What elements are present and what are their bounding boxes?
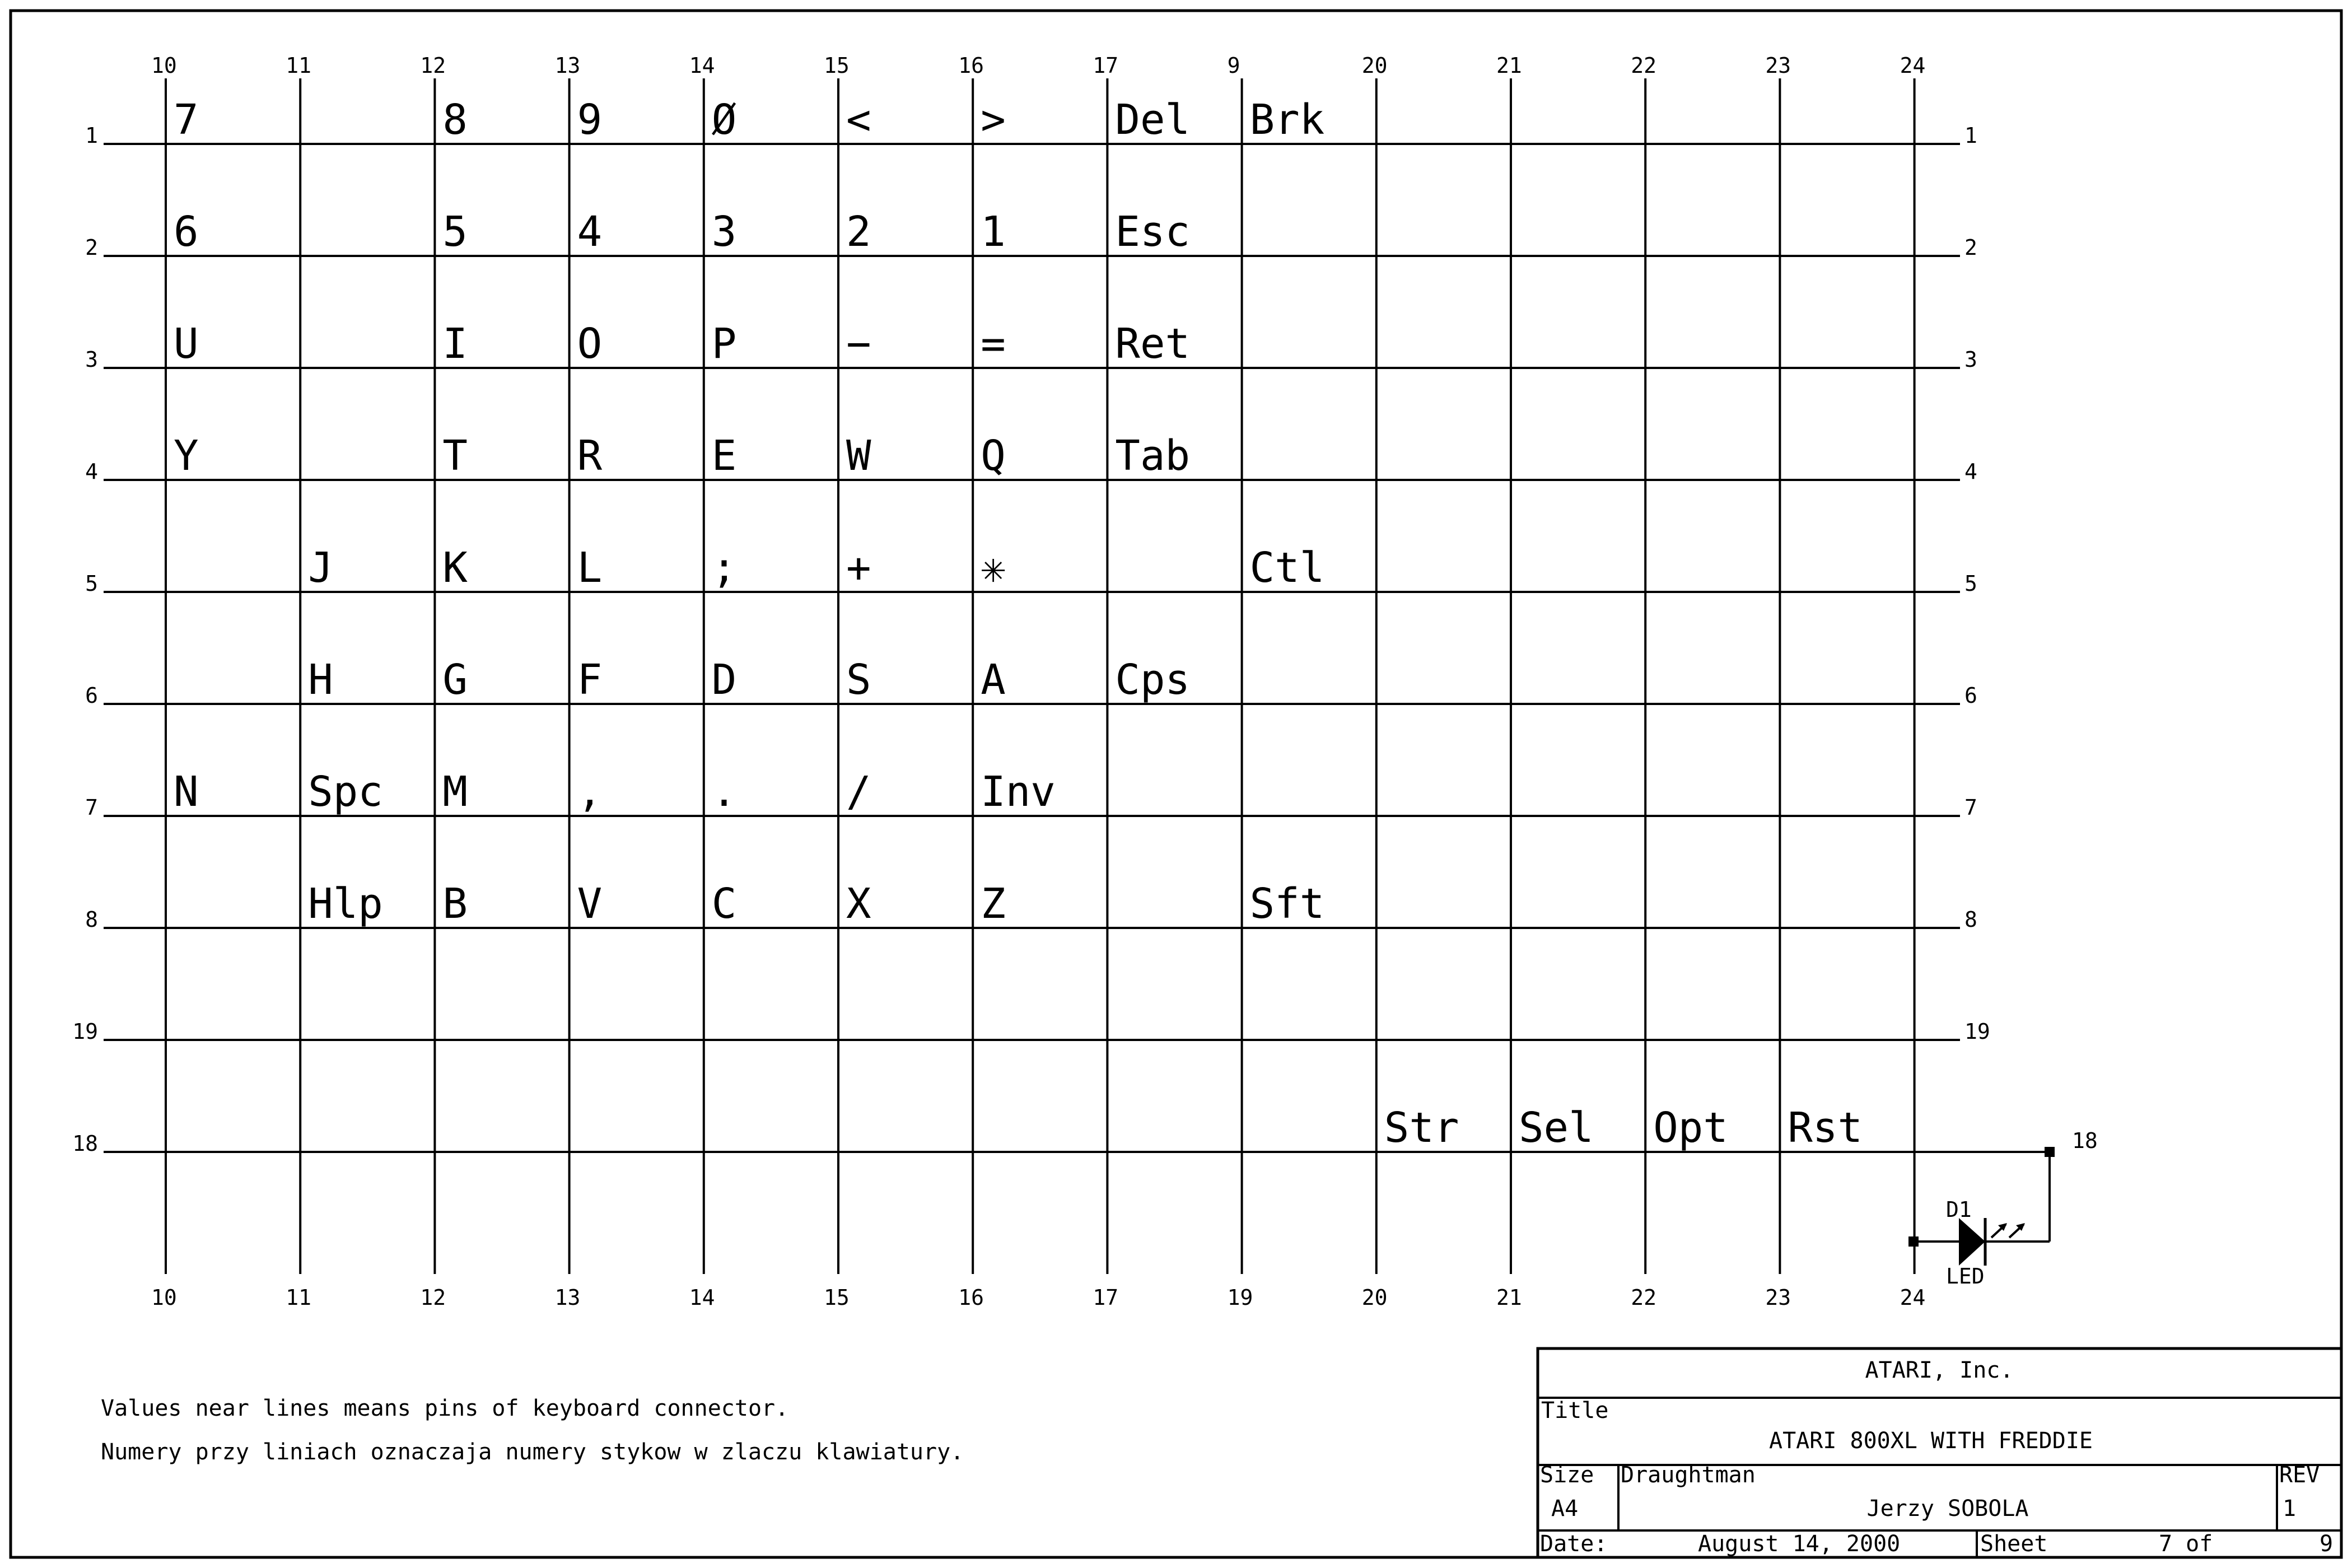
key-label: Spc (308, 768, 383, 816)
led-label: LED (1946, 1264, 1985, 1289)
key-label: 1 (981, 208, 1006, 256)
column-pin-label: 12 (420, 53, 446, 78)
sheet-label: Sheet (1980, 1531, 2048, 1557)
date-value: August 14, 2000 (1698, 1531, 1901, 1557)
key-label: Y (174, 432, 199, 480)
size-label: Size (1540, 1462, 1594, 1488)
key-label: 7 (174, 96, 199, 144)
key-label: Tab (1115, 432, 1191, 480)
key-label: E (711, 432, 737, 480)
note-polish: Numery przy liniach oznaczaja numery stykow w zlaczu klawiatury. (101, 1439, 964, 1465)
row-pin-label: 3 (85, 347, 98, 372)
key-label: Cps (1115, 656, 1191, 704)
key-label: Brk (1249, 96, 1325, 144)
key-label: W (846, 432, 871, 480)
row-pin-labels-left (72, 123, 98, 1156)
key-label: H (308, 656, 333, 704)
key-label: / (846, 768, 871, 816)
key-label: K (442, 544, 468, 592)
row-pin-label: 8 (1964, 907, 1977, 932)
column-pin-label: 15 (824, 53, 850, 78)
key-label: 5 (442, 208, 468, 256)
title-block (1538, 1348, 2341, 1557)
key-label: Del (1115, 96, 1191, 144)
key-label: = (981, 320, 1006, 368)
key-label: O (577, 320, 603, 368)
row-pin-label: 1 (1964, 123, 1977, 148)
column-pin-label: 24 (1900, 1285, 1926, 1310)
key-label: C (711, 880, 737, 928)
key-label: U (174, 320, 199, 368)
company-name: ATARI, Inc. (1865, 1357, 2014, 1383)
draughtman-label: Draughtman (1621, 1462, 1756, 1488)
key-label: 4 (577, 208, 603, 256)
key-label: 2 (846, 208, 871, 256)
key-label: 3 (711, 208, 737, 256)
column-pin-label: 19 (1227, 1285, 1253, 1310)
key-label: Str (1384, 1104, 1459, 1152)
key-label: > (981, 96, 1006, 144)
column-pin-label: 13 (554, 53, 581, 78)
key-label: Sft (1249, 880, 1325, 928)
row-pin-label: 18 (72, 1131, 98, 1156)
column-pin-label: 23 (1765, 53, 1791, 78)
column-pin-labels-bottom (151, 1285, 1925, 1310)
column-pin-label: 16 (958, 53, 984, 78)
key-label: < (846, 96, 871, 144)
column-pin-label: 9 (1227, 53, 1240, 78)
row-pin-label: 7 (1964, 795, 1977, 820)
row-pin-labels-right (1964, 123, 1990, 1044)
date-label: Date: (1540, 1531, 1608, 1557)
key-label: B (442, 880, 468, 928)
junction-dot (1908, 1236, 1919, 1247)
key-label: Rst (1788, 1104, 1863, 1152)
diode-icon (1959, 1218, 1985, 1266)
column-pin-label: 21 (1496, 53, 1522, 78)
column-pin-label: 16 (958, 1285, 984, 1310)
column-pin-label: 23 (1765, 1285, 1791, 1310)
row-pin-label: 8 (85, 907, 98, 932)
column-pin-label: 14 (689, 53, 715, 78)
size-value: A4 (1551, 1496, 1579, 1522)
key-label: D (711, 656, 737, 704)
led-ref: D1 (1946, 1197, 1972, 1222)
row-pin-label: 2 (85, 235, 98, 260)
draughtman-name: Jerzy SOBOLA (1866, 1496, 2029, 1522)
key-label: 9 (577, 96, 603, 144)
key-label: V (577, 880, 603, 928)
column-pin-label: 20 (1361, 1285, 1388, 1310)
key-label: M (442, 768, 468, 816)
column-pin-label: 11 (286, 1285, 311, 1310)
key-label: ; (711, 544, 737, 592)
key-label: L (577, 544, 603, 592)
led-pin-label: 18 (2072, 1128, 2098, 1153)
column-pin-label: 20 (1361, 53, 1388, 78)
column-pin-label: 24 (1900, 53, 1926, 78)
key-label: N (174, 768, 199, 816)
key-label: Ctl (1249, 544, 1325, 592)
column-pin-label: 22 (1631, 1285, 1656, 1310)
drawing-title: ATARI 800XL WITH FREDDIE (1769, 1428, 2093, 1454)
column-pin-label: 22 (1631, 53, 1656, 78)
column-pin-label: 10 (151, 53, 177, 78)
column-pin-labels-top (151, 53, 1925, 78)
key-label: T (442, 432, 468, 480)
title-label: Title (1541, 1398, 1609, 1424)
sheet-total: 9 (2320, 1531, 2334, 1557)
key-label: − (846, 320, 871, 368)
row-pin-label: 7 (85, 795, 98, 820)
row-pin-label: 4 (1964, 459, 1977, 484)
key-label: Ret (1115, 320, 1191, 368)
key-label: . (711, 768, 737, 816)
row-pin-label: 5 (1964, 571, 1977, 596)
key-label: R (577, 432, 603, 480)
row-pin-label: 5 (85, 571, 98, 596)
key-label: + (846, 544, 871, 592)
key-label: P (711, 320, 737, 368)
column-pin-label: 17 (1093, 53, 1119, 78)
key-label: F (577, 656, 603, 704)
key-label: Opt (1653, 1104, 1728, 1152)
note-english: Values near lines means pins of keyboard connector. (101, 1396, 789, 1421)
row-pin-label: 3 (1964, 347, 1977, 372)
column-pin-label: 21 (1496, 1285, 1522, 1310)
key-label: G (442, 656, 468, 704)
key-label: J (308, 544, 333, 592)
key-label: Q (981, 432, 1006, 480)
key-label: 6 (174, 208, 199, 256)
key-label: Z (981, 880, 1006, 928)
key-label: Inv (981, 768, 1056, 816)
key-label: Sel (1519, 1104, 1594, 1152)
column-pin-label: 12 (420, 1285, 446, 1310)
row-pin-label: 19 (72, 1019, 98, 1044)
key-label: S (846, 656, 871, 704)
column-pin-label: 17 (1093, 1285, 1119, 1310)
row-pin-label: 19 (1964, 1019, 1990, 1044)
column-pin-label: 15 (824, 1285, 850, 1310)
matrix-grid (104, 78, 1960, 1274)
column-pin-label: 13 (554, 1285, 581, 1310)
rev-label: REV (2279, 1462, 2320, 1488)
row-pin-label: 2 (1964, 235, 1977, 260)
key-label: ✳ (981, 544, 1006, 592)
column-pin-label: 14 (689, 1285, 715, 1310)
key-label: Hlp (308, 880, 383, 928)
key-label: X (846, 880, 871, 928)
row-pin-label: 1 (85, 123, 98, 148)
led-d1 (1908, 1128, 2098, 1289)
key-label: I (442, 320, 468, 368)
row-pin-label: 6 (85, 683, 98, 708)
rev-value: 1 (2283, 1496, 2297, 1522)
key-labels (174, 96, 1863, 1152)
key-label: Ø (711, 96, 737, 144)
row-pin-label: 6 (1964, 683, 1977, 708)
sheet-number: 7 of (2159, 1531, 2213, 1557)
key-label: 8 (442, 96, 468, 144)
key-label: , (577, 768, 603, 816)
column-pin-label: 11 (286, 53, 311, 78)
key-label: Esc (1115, 208, 1191, 256)
key-label: A (981, 656, 1006, 704)
column-pin-label: 10 (151, 1285, 177, 1310)
row-pin-label: 4 (85, 459, 98, 484)
